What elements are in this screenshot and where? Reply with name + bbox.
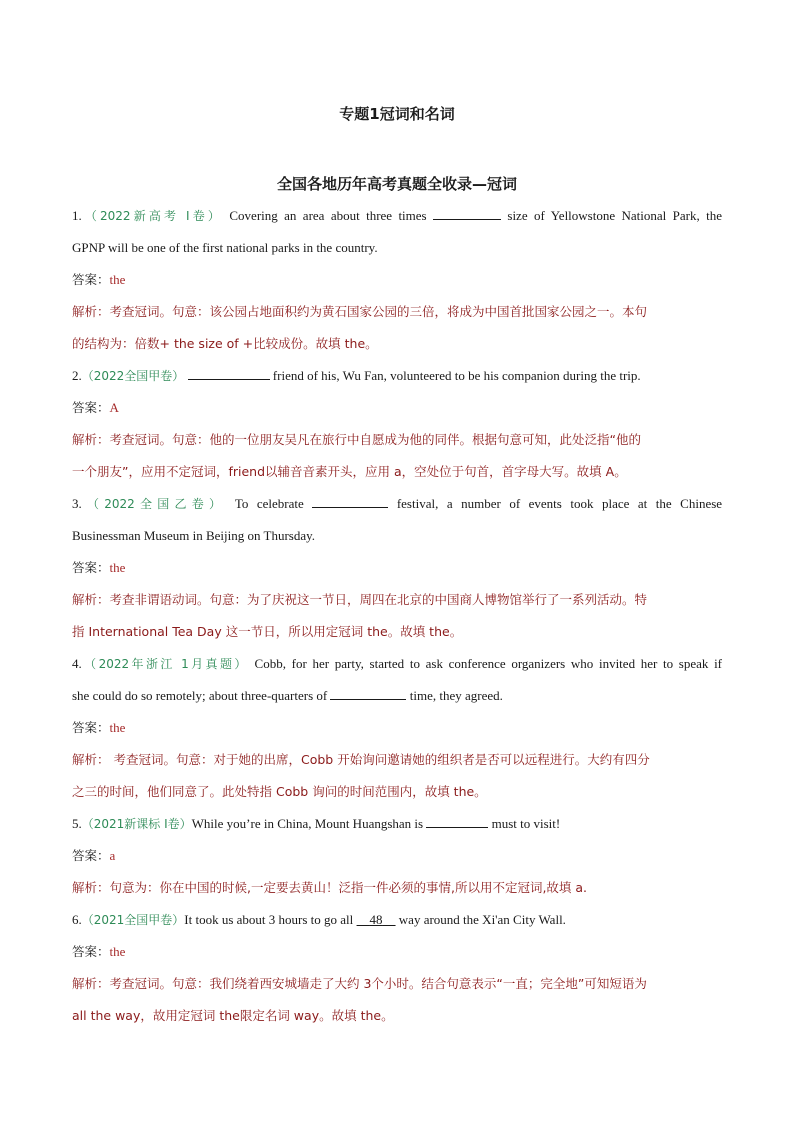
question-number: 1. <box>72 208 82 223</box>
answer-line: 答案：the <box>72 944 126 959</box>
question-4-line-2: she could do so remotely; about three-quarters of time, they agreed. <box>72 688 503 703</box>
question-list <box>72 200 722 1032</box>
answer-blank <box>426 814 488 828</box>
answer-line: 答案：a <box>72 848 116 863</box>
explanation-line: all the way，故用定冠词 the限定名词 way。故填 the。 <box>72 1008 394 1023</box>
answer-value: A <box>109 400 119 415</box>
question-3-line-2: Businessman Museum in Beijing on Thursday. <box>72 528 316 543</box>
question-number: 5. <box>72 816 82 831</box>
answer-value: a <box>109 848 116 863</box>
answer-blank <box>188 366 270 380</box>
question-1-line-1: 1.（2022新高考 I卷） Covering an area about three times size of Yellowstone National Park, the <box>72 208 722 223</box>
question-source: （2022全国甲卷） <box>81 369 185 383</box>
explanation-line: 解析：考查冠词。句意：我们绕着西安城墙走了大约 3个小时。结合句意表示“一直；完全地”可知短语为 <box>72 976 647 991</box>
question-4-line-1: 4.（2022年浙江 1月真题） Cobb, for her party, started to ask conference organizers who invited her to speak if <box>72 656 722 671</box>
question-5-line-1: 5.（2021新课标 I卷）While you’re in China, Mount Huangshan is must to visit! <box>72 816 561 831</box>
question-6-line-1: 6.（2021全国甲卷）It took us about 3 hours to go all 48 way around the Xi'an City Wall. <box>72 912 566 927</box>
question-source: （2022全国乙卷） <box>81 497 227 511</box>
answer-line: 答案：the <box>72 560 126 575</box>
explanation-line: 一个朋友”，应用不定冠词，friend以辅音音素开头，应用 a，空处位于句首，首字母大写。故填 A。 <box>72 464 627 479</box>
explanation-line: 解析：考查冠词。句意：该公园占地面积约为黄石国家公园的三倍，将成为中国首批国家公园之一。本句 <box>72 304 648 319</box>
answer-value: the <box>109 944 126 959</box>
explanation-line: 之三的时间，他们同意了。此处特指 Cobb 询问的时间范围内，故填 the。 <box>72 784 487 799</box>
explanation-line: 的结构为：倍数+ the size of +比较成份。故填 the。 <box>72 336 378 351</box>
explanation-line: 指 International Tea Day 这一节日，所以用定冠词 the。故填 the。 <box>72 624 463 639</box>
answer-value: the <box>109 560 126 575</box>
question-number: 2. <box>72 368 82 383</box>
question-2-line-1: 2.（2022全国甲卷） friend of his, Wu Fan, volunteered to be his companion during the trip. <box>72 368 641 383</box>
question-source: （2021全国甲卷） <box>81 913 185 927</box>
section-subtitle: 全国各地历年高考真题全收录—冠词 <box>276 175 517 193</box>
question-1-line-2: GPNP will be one of the first national parks in the country. <box>72 240 378 255</box>
explanation-line: 解析：考查冠词。句意：他的一位朋友吴凡在旅行中自愿成为他的同伴。根据句意可知，此处泛指“他的 <box>72 432 641 447</box>
answer-blank <box>433 206 501 220</box>
question-source: （2022年浙江 1月真题） <box>81 657 249 671</box>
question-number: 6. <box>72 912 82 927</box>
filled-blank: 48 <box>369 912 383 927</box>
answer-value: the <box>109 272 126 287</box>
answer-line: 答案：the <box>72 272 126 287</box>
question-number: 3. <box>72 496 82 511</box>
answer-blank <box>330 686 406 700</box>
answer-value: the <box>109 720 126 735</box>
answer-line: 答案：the <box>72 720 126 735</box>
question-3-line-1: 3.（2022全国乙卷） To celebrate festival, a number of events took place at the Chinese <box>72 496 722 511</box>
question-source: （2021新课标 I卷） <box>81 817 192 831</box>
explanation-line: 解析： 考查冠词。句意：对于她的出席，Cobb 开始询问邀请她的组织者是否可以远程进行。大约有四分 <box>72 752 650 767</box>
page-title: 专题1冠词和名词 <box>339 105 455 123</box>
answer-blank <box>312 494 388 508</box>
explanation-line: 解析：考查非谓语动词。句意：为了庆祝这一节日，周四在北京的中国商人博物馆举行了一系列活动。特 <box>72 592 648 607</box>
answer-line: 答案：A <box>72 400 119 415</box>
question-source: （2022新高考 I卷） <box>81 209 223 223</box>
question-number: 4. <box>72 656 82 671</box>
explanation-line: 解析：句意为：你在中国的时候,一定要去黄山！泛指一件必须的事情,所以用不定冠词,故填 a. <box>72 880 588 895</box>
